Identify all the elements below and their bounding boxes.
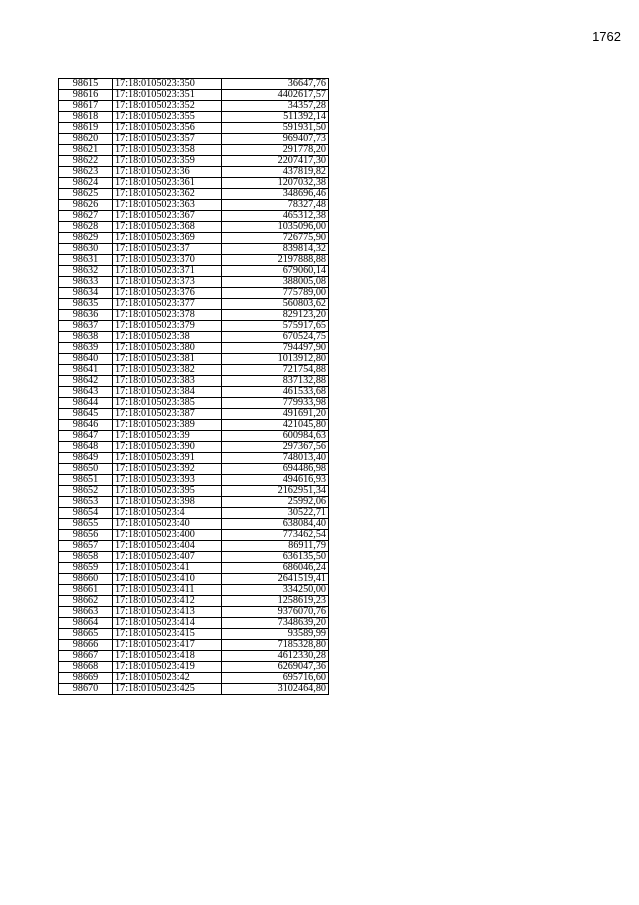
- cadastral-number-cell: 17:18:0105023:369: [113, 233, 222, 244]
- cadastral-number-cell: 17:18:0105023:367: [113, 211, 222, 222]
- cadastral-number-cell: 17:18:0105023:356: [113, 123, 222, 134]
- cadastral-number-cell: 17:18:0105023:355: [113, 112, 222, 123]
- table-row: [59, 266, 329, 277]
- table-row: [59, 464, 329, 475]
- table-row: [59, 310, 329, 321]
- table-row: [59, 189, 329, 200]
- cadastral-number-cell: 17:18:0105023:392: [113, 464, 222, 475]
- cadastral-number-cell: 17:18:0105023:417: [113, 640, 222, 651]
- cadastral-number-cell: 17:18:0105023:359: [113, 156, 222, 167]
- table-row: [59, 497, 329, 508]
- value-cell: 7185328,80: [222, 640, 329, 651]
- value-cell: 829123,20: [222, 310, 329, 321]
- value-cell: 334250,00: [222, 585, 329, 596]
- value-cell: 1207032,38: [222, 178, 329, 189]
- value-cell: 560803,62: [222, 299, 329, 310]
- row-number-cell: 98615: [59, 79, 113, 90]
- cadastral-number-cell: 17:18:0105023:379: [113, 321, 222, 332]
- row-number-cell: 98620: [59, 134, 113, 145]
- cadastral-number-cell: 17:18:0105023:411: [113, 585, 222, 596]
- row-number-cell: 98617: [59, 101, 113, 112]
- cadastral-number-cell: 17:18:0105023:368: [113, 222, 222, 233]
- table-row: [59, 453, 329, 464]
- value-cell: 1258619,23: [222, 596, 329, 607]
- table-row: [59, 244, 329, 255]
- table-row: [59, 332, 329, 343]
- value-cell: 748013,40: [222, 453, 329, 464]
- table-row: [59, 222, 329, 233]
- table-body: [59, 79, 329, 695]
- value-cell: 36647,76: [222, 79, 329, 90]
- table-row: [59, 288, 329, 299]
- table-row: [59, 233, 329, 244]
- row-number-cell: 98646: [59, 420, 113, 431]
- cadastral-number-cell: 17:18:0105023:352: [113, 101, 222, 112]
- table-row: [59, 519, 329, 530]
- row-number-cell: 98624: [59, 178, 113, 189]
- table-row: [59, 134, 329, 145]
- cadastral-number-cell: 17:18:0105023:413: [113, 607, 222, 618]
- row-number-cell: 98658: [59, 552, 113, 563]
- table-row: [59, 123, 329, 134]
- cadastral-number-cell: 17:18:0105023:390: [113, 442, 222, 453]
- row-number-cell: 98650: [59, 464, 113, 475]
- table-row: [59, 486, 329, 497]
- cadastral-number-cell: 17:18:0105023:391: [113, 453, 222, 464]
- table-row: [59, 431, 329, 442]
- value-cell: 421045,80: [222, 420, 329, 431]
- value-cell: 1035096,00: [222, 222, 329, 233]
- value-cell: 25992,06: [222, 497, 329, 508]
- row-number-cell: 98659: [59, 563, 113, 574]
- table-row: [59, 530, 329, 541]
- row-number-cell: 98625: [59, 189, 113, 200]
- row-number-cell: 98632: [59, 266, 113, 277]
- table-row: [59, 156, 329, 167]
- row-number-cell: 98619: [59, 123, 113, 134]
- row-number-cell: 98630: [59, 244, 113, 255]
- table-row: [59, 618, 329, 629]
- table-row: [59, 508, 329, 519]
- value-cell: 2207417,30: [222, 156, 329, 167]
- cadastral-number-cell: 17:18:0105023:382: [113, 365, 222, 376]
- table-row: [59, 640, 329, 651]
- cadastral-number-cell: 17:18:0105023:4: [113, 508, 222, 519]
- row-number-cell: 98629: [59, 233, 113, 244]
- cadastral-number-cell: 17:18:0105023:38: [113, 332, 222, 343]
- value-cell: 837132,88: [222, 376, 329, 387]
- cadastral-number-cell: 17:18:0105023:350: [113, 79, 222, 90]
- table-row: [59, 178, 329, 189]
- row-number-cell: 98657: [59, 541, 113, 552]
- table-row: [59, 651, 329, 662]
- table-row: [59, 354, 329, 365]
- value-cell: 2162951,34: [222, 486, 329, 497]
- value-cell: 636135,50: [222, 552, 329, 563]
- row-number-cell: 98666: [59, 640, 113, 651]
- table-row: [59, 475, 329, 486]
- cadastral-number-cell: 17:18:0105023:39: [113, 431, 222, 442]
- cadastral-number-cell: 17:18:0105023:40: [113, 519, 222, 530]
- row-number-cell: 98656: [59, 530, 113, 541]
- value-cell: 670524,75: [222, 332, 329, 343]
- data-table: [58, 78, 329, 695]
- value-cell: 591931,50: [222, 123, 329, 134]
- value-cell: 686046,24: [222, 563, 329, 574]
- table-row: [59, 662, 329, 673]
- table-row: [59, 145, 329, 156]
- row-number-cell: 98670: [59, 684, 113, 695]
- value-cell: 794497,90: [222, 343, 329, 354]
- table-row: [59, 211, 329, 222]
- table-row: [59, 574, 329, 585]
- value-cell: 839814,32: [222, 244, 329, 255]
- cadastral-number-cell: 17:18:0105023:415: [113, 629, 222, 640]
- row-number-cell: 98634: [59, 288, 113, 299]
- value-cell: 2197888,88: [222, 255, 329, 266]
- row-number-cell: 98616: [59, 90, 113, 101]
- table-row: [59, 255, 329, 266]
- cadastral-number-cell: 17:18:0105023:362: [113, 189, 222, 200]
- row-number-cell: 98654: [59, 508, 113, 519]
- cadastral-number-cell: 17:18:0105023:373: [113, 277, 222, 288]
- cadastral-number-cell: 17:18:0105023:395: [113, 486, 222, 497]
- row-number-cell: 98664: [59, 618, 113, 629]
- row-number-cell: 98667: [59, 651, 113, 662]
- row-number-cell: 98618: [59, 112, 113, 123]
- row-number-cell: 98638: [59, 332, 113, 343]
- table-row: [59, 684, 329, 695]
- row-number-cell: 98642: [59, 376, 113, 387]
- value-cell: 291778,20: [222, 145, 329, 156]
- table-row: [59, 79, 329, 90]
- cadastral-number-cell: 17:18:0105023:414: [113, 618, 222, 629]
- value-cell: 575917,65: [222, 321, 329, 332]
- cadastral-number-cell: 17:18:0105023:361: [113, 178, 222, 189]
- value-cell: 775789,00: [222, 288, 329, 299]
- cadastral-number-cell: 17:18:0105023:42: [113, 673, 222, 684]
- row-number-cell: 98655: [59, 519, 113, 530]
- row-number-cell: 98663: [59, 607, 113, 618]
- row-number-cell: 98661: [59, 585, 113, 596]
- table-row: [59, 387, 329, 398]
- row-number-cell: 98652: [59, 486, 113, 497]
- table-row: [59, 112, 329, 123]
- table-row: [59, 321, 329, 332]
- row-number-cell: 98633: [59, 277, 113, 288]
- table-row: [59, 277, 329, 288]
- cadastral-number-cell: 17:18:0105023:37: [113, 244, 222, 255]
- cadastral-number-cell: 17:18:0105023:381: [113, 354, 222, 365]
- value-cell: 348696,46: [222, 189, 329, 200]
- cadastral-number-cell: 17:18:0105023:351: [113, 90, 222, 101]
- value-cell: 969407,73: [222, 134, 329, 145]
- cadastral-number-cell: 17:18:0105023:377: [113, 299, 222, 310]
- value-cell: 7348639,20: [222, 618, 329, 629]
- value-cell: 1013912,80: [222, 354, 329, 365]
- table-row: [59, 607, 329, 618]
- table-row: [59, 552, 329, 563]
- cadastral-number-cell: 17:18:0105023:363: [113, 200, 222, 211]
- row-number-cell: 98665: [59, 629, 113, 640]
- cadastral-number-cell: 17:18:0105023:384: [113, 387, 222, 398]
- cadastral-number-cell: 17:18:0105023:385: [113, 398, 222, 409]
- table-row: [59, 585, 329, 596]
- value-cell: 638084,40: [222, 519, 329, 530]
- value-cell: 30522,71: [222, 508, 329, 519]
- value-cell: 695716,60: [222, 673, 329, 684]
- cadastral-number-cell: 17:18:0105023:378: [113, 310, 222, 321]
- row-number-cell: 98639: [59, 343, 113, 354]
- cadastral-number-cell: 17:18:0105023:412: [113, 596, 222, 607]
- cadastral-number-cell: 17:18:0105023:380: [113, 343, 222, 354]
- row-number-cell: 98662: [59, 596, 113, 607]
- value-cell: 2641519,41: [222, 574, 329, 585]
- value-cell: 4402617,57: [222, 90, 329, 101]
- cadastral-number-cell: 17:18:0105023:41: [113, 563, 222, 574]
- value-cell: 679060,14: [222, 266, 329, 277]
- value-cell: 3102464,80: [222, 684, 329, 695]
- cadastral-number-cell: 17:18:0105023:36: [113, 167, 222, 178]
- cadastral-number-cell: 17:18:0105023:393: [113, 475, 222, 486]
- value-cell: 34357,28: [222, 101, 329, 112]
- cadastral-number-cell: 17:18:0105023:398: [113, 497, 222, 508]
- value-cell: 6269047,36: [222, 662, 329, 673]
- table-row: [59, 442, 329, 453]
- value-cell: 773462,54: [222, 530, 329, 541]
- value-cell: 465312,38: [222, 211, 329, 222]
- cadastral-number-cell: 17:18:0105023:419: [113, 662, 222, 673]
- cadastral-number-cell: 17:18:0105023:371: [113, 266, 222, 277]
- value-cell: 4612330,28: [222, 651, 329, 662]
- table-row: [59, 420, 329, 431]
- value-cell: 437819,82: [222, 167, 329, 178]
- row-number-cell: 98644: [59, 398, 113, 409]
- row-number-cell: 98651: [59, 475, 113, 486]
- value-cell: 9376070,76: [222, 607, 329, 618]
- table-row: [59, 101, 329, 112]
- row-number-cell: 98648: [59, 442, 113, 453]
- table-row: [59, 299, 329, 310]
- table-row: [59, 167, 329, 178]
- value-cell: 511392,14: [222, 112, 329, 123]
- table-row: [59, 409, 329, 420]
- value-cell: 78327,48: [222, 200, 329, 211]
- table-row: [59, 673, 329, 684]
- cadastral-number-cell: 17:18:0105023:404: [113, 541, 222, 552]
- value-cell: 93589,99: [222, 629, 329, 640]
- cadastral-number-cell: 17:18:0105023:357: [113, 134, 222, 145]
- table-row: [59, 365, 329, 376]
- table-row: [59, 200, 329, 211]
- row-number-cell: 98660: [59, 574, 113, 585]
- table-row: [59, 596, 329, 607]
- row-number-cell: 98668: [59, 662, 113, 673]
- cadastral-number-cell: 17:18:0105023:410: [113, 574, 222, 585]
- row-number-cell: 98621: [59, 145, 113, 156]
- value-cell: 494616,93: [222, 475, 329, 486]
- row-number-cell: 98645: [59, 409, 113, 420]
- table-row: [59, 90, 329, 101]
- value-cell: 491691,20: [222, 409, 329, 420]
- row-number-cell: 98628: [59, 222, 113, 233]
- row-number-cell: 98623: [59, 167, 113, 178]
- cadastral-number-cell: 17:18:0105023:387: [113, 409, 222, 420]
- value-cell: 779933,98: [222, 398, 329, 409]
- table-row: [59, 398, 329, 409]
- table-row: [59, 376, 329, 387]
- table-row: [59, 629, 329, 640]
- value-cell: 86911,79: [222, 541, 329, 552]
- row-number-cell: 98635: [59, 299, 113, 310]
- table-row: [59, 541, 329, 552]
- value-cell: 721754,88: [222, 365, 329, 376]
- value-cell: 726775,90: [222, 233, 329, 244]
- cadastral-number-cell: 17:18:0105023:370: [113, 255, 222, 266]
- table-row: [59, 343, 329, 354]
- row-number-cell: 98643: [59, 387, 113, 398]
- cadastral-number-cell: 17:18:0105023:418: [113, 651, 222, 662]
- row-number-cell: 98649: [59, 453, 113, 464]
- row-number-cell: 98627: [59, 211, 113, 222]
- page-number: 1762: [592, 29, 621, 44]
- row-number-cell: 98631: [59, 255, 113, 266]
- value-cell: 461533,68: [222, 387, 329, 398]
- cadastral-number-cell: 17:18:0105023:383: [113, 376, 222, 387]
- value-cell: 600984,63: [222, 431, 329, 442]
- row-number-cell: 98641: [59, 365, 113, 376]
- value-cell: 388005,08: [222, 277, 329, 288]
- cadastral-number-cell: 17:18:0105023:425: [113, 684, 222, 695]
- cadastral-number-cell: 17:18:0105023:358: [113, 145, 222, 156]
- row-number-cell: 98647: [59, 431, 113, 442]
- value-cell: 694486,98: [222, 464, 329, 475]
- cadastral-number-cell: 17:18:0105023:407: [113, 552, 222, 563]
- value-cell: 297367,56: [222, 442, 329, 453]
- row-number-cell: 98669: [59, 673, 113, 684]
- row-number-cell: 98637: [59, 321, 113, 332]
- table-row: [59, 563, 329, 574]
- row-number-cell: 98640: [59, 354, 113, 365]
- cadastral-number-cell: 17:18:0105023:389: [113, 420, 222, 431]
- cadastral-number-cell: 17:18:0105023:376: [113, 288, 222, 299]
- row-number-cell: 98626: [59, 200, 113, 211]
- row-number-cell: 98622: [59, 156, 113, 167]
- row-number-cell: 98653: [59, 497, 113, 508]
- row-number-cell: 98636: [59, 310, 113, 321]
- cadastral-number-cell: 17:18:0105023:400: [113, 530, 222, 541]
